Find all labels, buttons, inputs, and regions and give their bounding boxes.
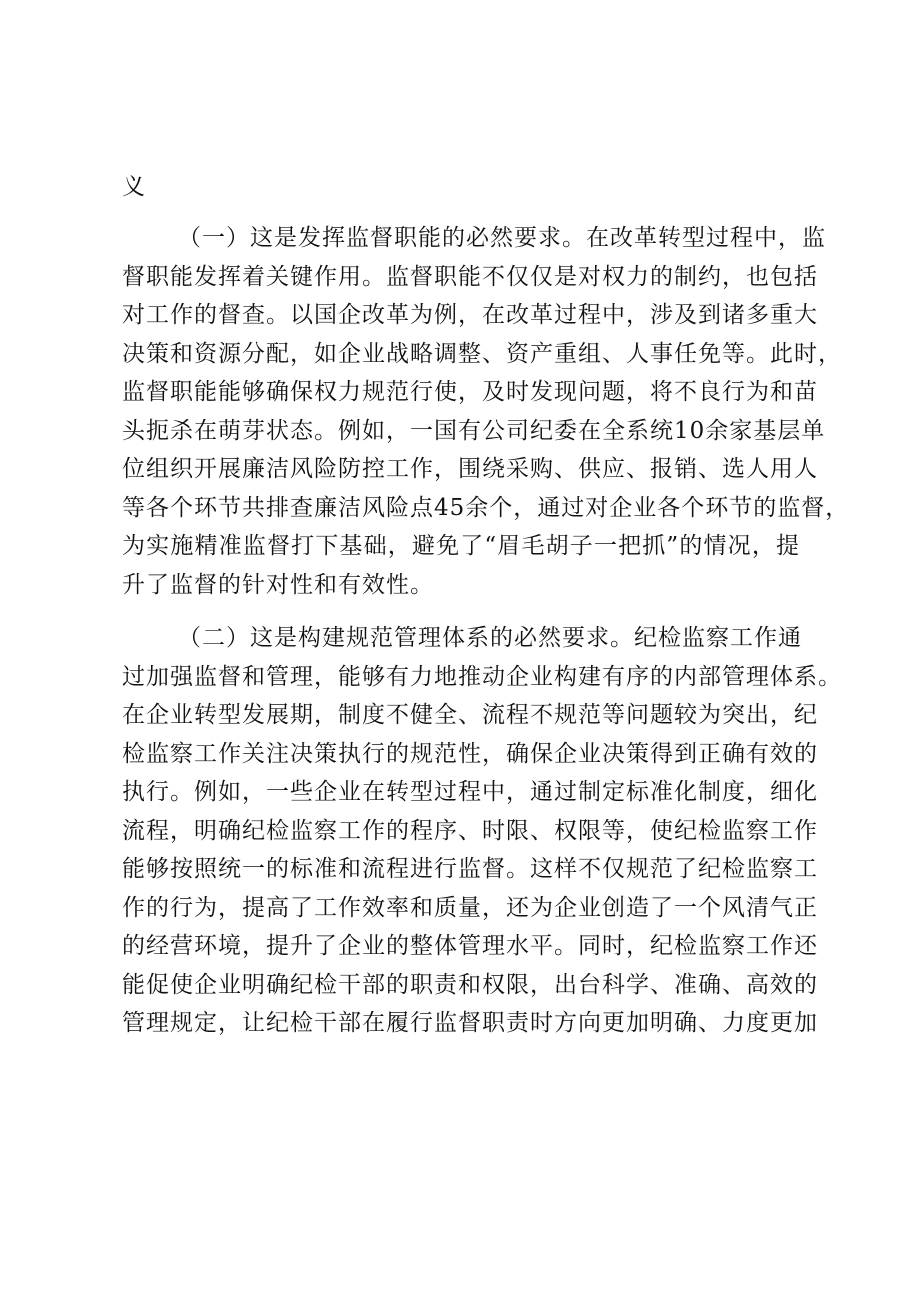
paragraph-line: （二）这是构建规范管理体系的必然要求。纪检监察工作通 xyxy=(178,625,802,651)
paragraph-line: 位组织开展廉洁风险防控工作，围绕采购、供应、报销、选人用人 xyxy=(122,456,818,482)
paragraph-line: 执行。例如，一些企业在转型过程中，通过制定标准化制度，细化 xyxy=(122,779,818,805)
paragraph-line: 督职能发挥着关键作用。监督职能不仅仅是对权力的制约，也包括 xyxy=(122,263,818,290)
paragraph-line: 对工作的督查。以国企改革为例，在改革过程中，涉及到诸多重大 xyxy=(122,302,818,328)
continuation-text-block xyxy=(122,168,800,207)
paragraph-line: 能够按照统一的标准和流程进行监督。这样不仅规范了纪检监察工 xyxy=(122,856,818,882)
paragraph-line: 的经营环境，提升了企业的整体管理水平。同时，纪检监察工作还 xyxy=(122,933,818,959)
paragraph-line: 等各个环节共排查廉洁风险点45余个，通过对企业各个环节的监督， xyxy=(122,494,850,521)
paragraph-line: 流程，明确纪检监察工作的程序、时限、权限等，使纪检监察工作 xyxy=(122,817,818,844)
paragraph-line: 能促使企业明确纪检干部的职责和权限，出台科学、准确、高效的 xyxy=(122,971,818,998)
paragraph-1 xyxy=(122,219,850,604)
paragraph-line: 头扼杀在萌芽状态。例如，一国有公司纪委在全系统10余家基层单 xyxy=(122,417,826,444)
paragraph-line: 为实施精准监督打下基础，避免了“眉毛胡子一把抓”的情况，提 xyxy=(122,533,800,559)
paragraph-line: 作的行为，提高了工作效率和质量，还为企业创造了一个风清气正 xyxy=(122,894,818,921)
paragraph-line: 管理规定，让纪检干部在履行监督职责时方向更加明确、力度更加 xyxy=(122,1010,818,1036)
continuation-line: 义 xyxy=(122,174,146,200)
paragraph-line: 决策和资源分配，如企业战略调整、资产重组、人事任免等。此时， xyxy=(122,340,842,367)
paragraph-line: 在企业转型发展期，制度不健全、流程不规范等问题较为突出，纪 xyxy=(122,702,818,728)
paragraph-2 xyxy=(122,619,842,1043)
paragraph-line: 检监察工作关注决策执行的规范性，确保企业决策得到正确有效的 xyxy=(122,740,818,767)
paragraph-line: 过加强监督和管理，能够有力地推动企业构建有序的内部管理体系。 xyxy=(122,663,842,690)
paragraph-line: 监督职能能够确保权力规范行使，及时发现问题，将不良行为和苗 xyxy=(122,379,818,405)
paragraph-line: （一）这是发挥监督职能的必然要求。在改革转型过程中，监 xyxy=(178,225,826,251)
paragraph-line: 升了监督的针对性和有效性。 xyxy=(122,571,434,598)
